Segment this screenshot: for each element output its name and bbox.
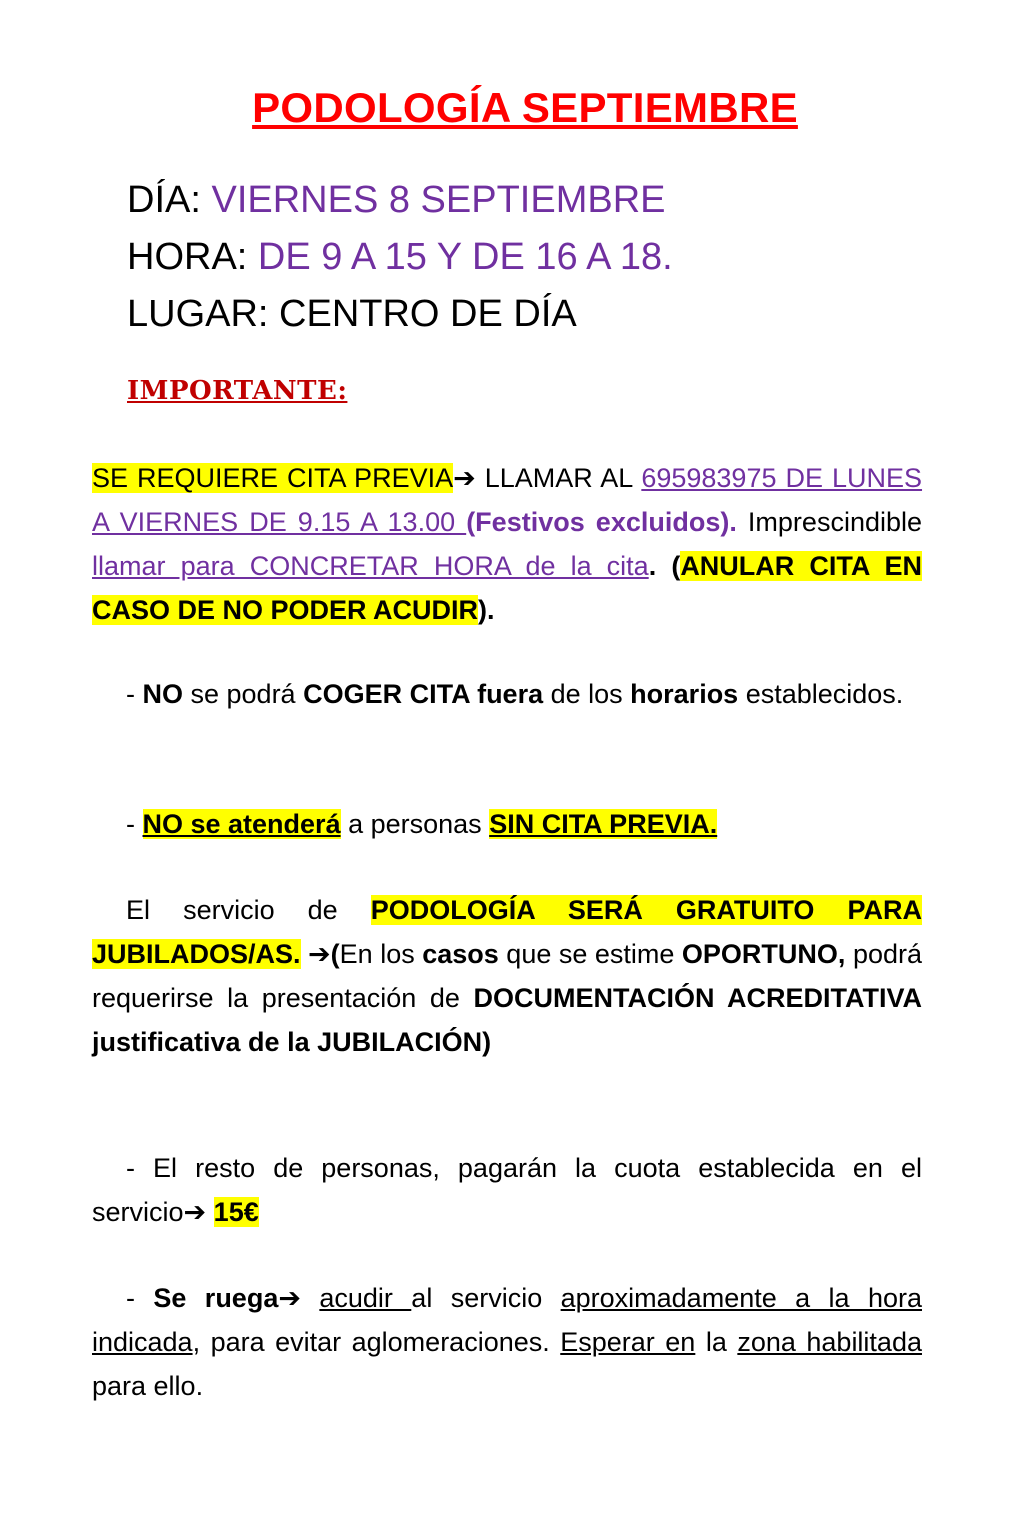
a-personas-text: a personas (340, 809, 490, 839)
arrow-right-icon: ➔ (183, 1197, 207, 1227)
approx-time-underlined: aproximadamente a la hora indicada (92, 1283, 922, 1357)
sentence-dot: . (648, 551, 657, 581)
al-servicio-text: al servicio (411, 1283, 561, 1313)
price-highlight: 15€ (213, 1197, 259, 1227)
cancel-appointment-highlight: ANULAR CITA EN CASO DE NO PODER ACUDIR (92, 551, 922, 625)
fee-text: - El resto de personas, pagarán la cuota establecida en el servicio (92, 1153, 922, 1227)
se-podra-text: se podrá (183, 679, 304, 709)
info-hour (127, 234, 673, 280)
acudir-underlined: acudir (319, 1283, 412, 1313)
dash: - (126, 679, 143, 709)
wait-in-underlined: Esperar en (560, 1327, 696, 1357)
dash: - (126, 809, 143, 839)
holidays-note: (Festivos excluidos). (466, 507, 737, 537)
se-ruega-bold: Se ruega (153, 1283, 279, 1313)
avoid-crowds-text: , para evitar aglomeraciones. (192, 1327, 561, 1357)
de-los-text: de los (543, 679, 631, 709)
no-bold: NO (142, 679, 183, 709)
essential-text: Imprescindible (736, 507, 922, 537)
day-label: DÍA: (127, 179, 212, 221)
page-title: PODOLOGÍA SEPTIEMBRE (252, 84, 798, 131)
space (206, 1197, 214, 1227)
space (301, 939, 309, 969)
day-value: VIERNES 8 SEPTIEMBRE (211, 179, 666, 221)
horarios-bold: horarios (630, 679, 739, 709)
oportuno-bold: OPORTUNO, (681, 939, 846, 969)
no-walkin-paragraph (92, 802, 922, 846)
close-paren: ). (478, 595, 495, 625)
place-label: LUGAR: (127, 293, 280, 335)
schedule-rule-paragraph (92, 672, 922, 716)
el-servicio-text: El servicio de (126, 895, 371, 925)
coger-cita-bold: COGER CITA fuera (303, 679, 544, 709)
arrow-right-icon: ➔ (278, 1283, 301, 1313)
free-for-retirees-highlight: PODOLOGÍA SERÁ GRATUITO PARA JUBILADOS/AS. (92, 895, 922, 969)
la-text: la (695, 1327, 738, 1357)
dash: - (126, 1283, 154, 1313)
important-heading: IMPORTANTE: (127, 376, 348, 406)
free-service-paragraph (92, 888, 922, 1064)
phone-hours: 695983975 DE LUNES A VIERNES DE 9.15 A 13.00 (92, 463, 923, 537)
call-to-confirm: llamar para CONCRETAR HORA de la cita (92, 551, 649, 581)
open-paren: ( (330, 939, 340, 969)
sin-cita-previa-highlight: SIN CITA PREVIA. (489, 809, 718, 839)
hour-label: HORA: (127, 236, 258, 278)
place-value: CENTRO DE DÍA (279, 293, 577, 335)
para-ello-text: para ello. (92, 1371, 204, 1401)
info-day (127, 177, 665, 223)
arrow-right-icon: ➔ (453, 463, 476, 493)
podra-requerirse-text: podrá requerirse la presentación de (92, 939, 923, 1013)
no-se-atendera-highlight: NO se atenderá (142, 809, 341, 839)
appointment-paragraph (92, 456, 922, 632)
casos-bold: casos (422, 939, 499, 969)
open-paren: ( (671, 551, 681, 581)
space (301, 1283, 319, 1313)
arrival-paragraph (92, 1276, 922, 1408)
en-los-text: En los (339, 939, 423, 969)
fee-paragraph (92, 1146, 922, 1234)
cita-previa-highlight: SE REQUIERE CITA PREVIA (92, 463, 454, 493)
hour-value: DE 9 A 15 Y DE 16 A 18. (257, 236, 673, 278)
establecidos-text: establecidos. (738, 679, 904, 709)
call-text: LLAMAR AL (475, 463, 642, 493)
que-se-estime-text: que se estime (498, 939, 682, 969)
arrow-right-icon: ➔ (308, 939, 331, 969)
documentation-bold: DOCUMENTACIÓN ACREDITATIVA justificativa de la JUBILACIÓN) (92, 983, 922, 1057)
zone-underlined: zona habilitada (737, 1327, 922, 1357)
info-place (127, 291, 577, 337)
